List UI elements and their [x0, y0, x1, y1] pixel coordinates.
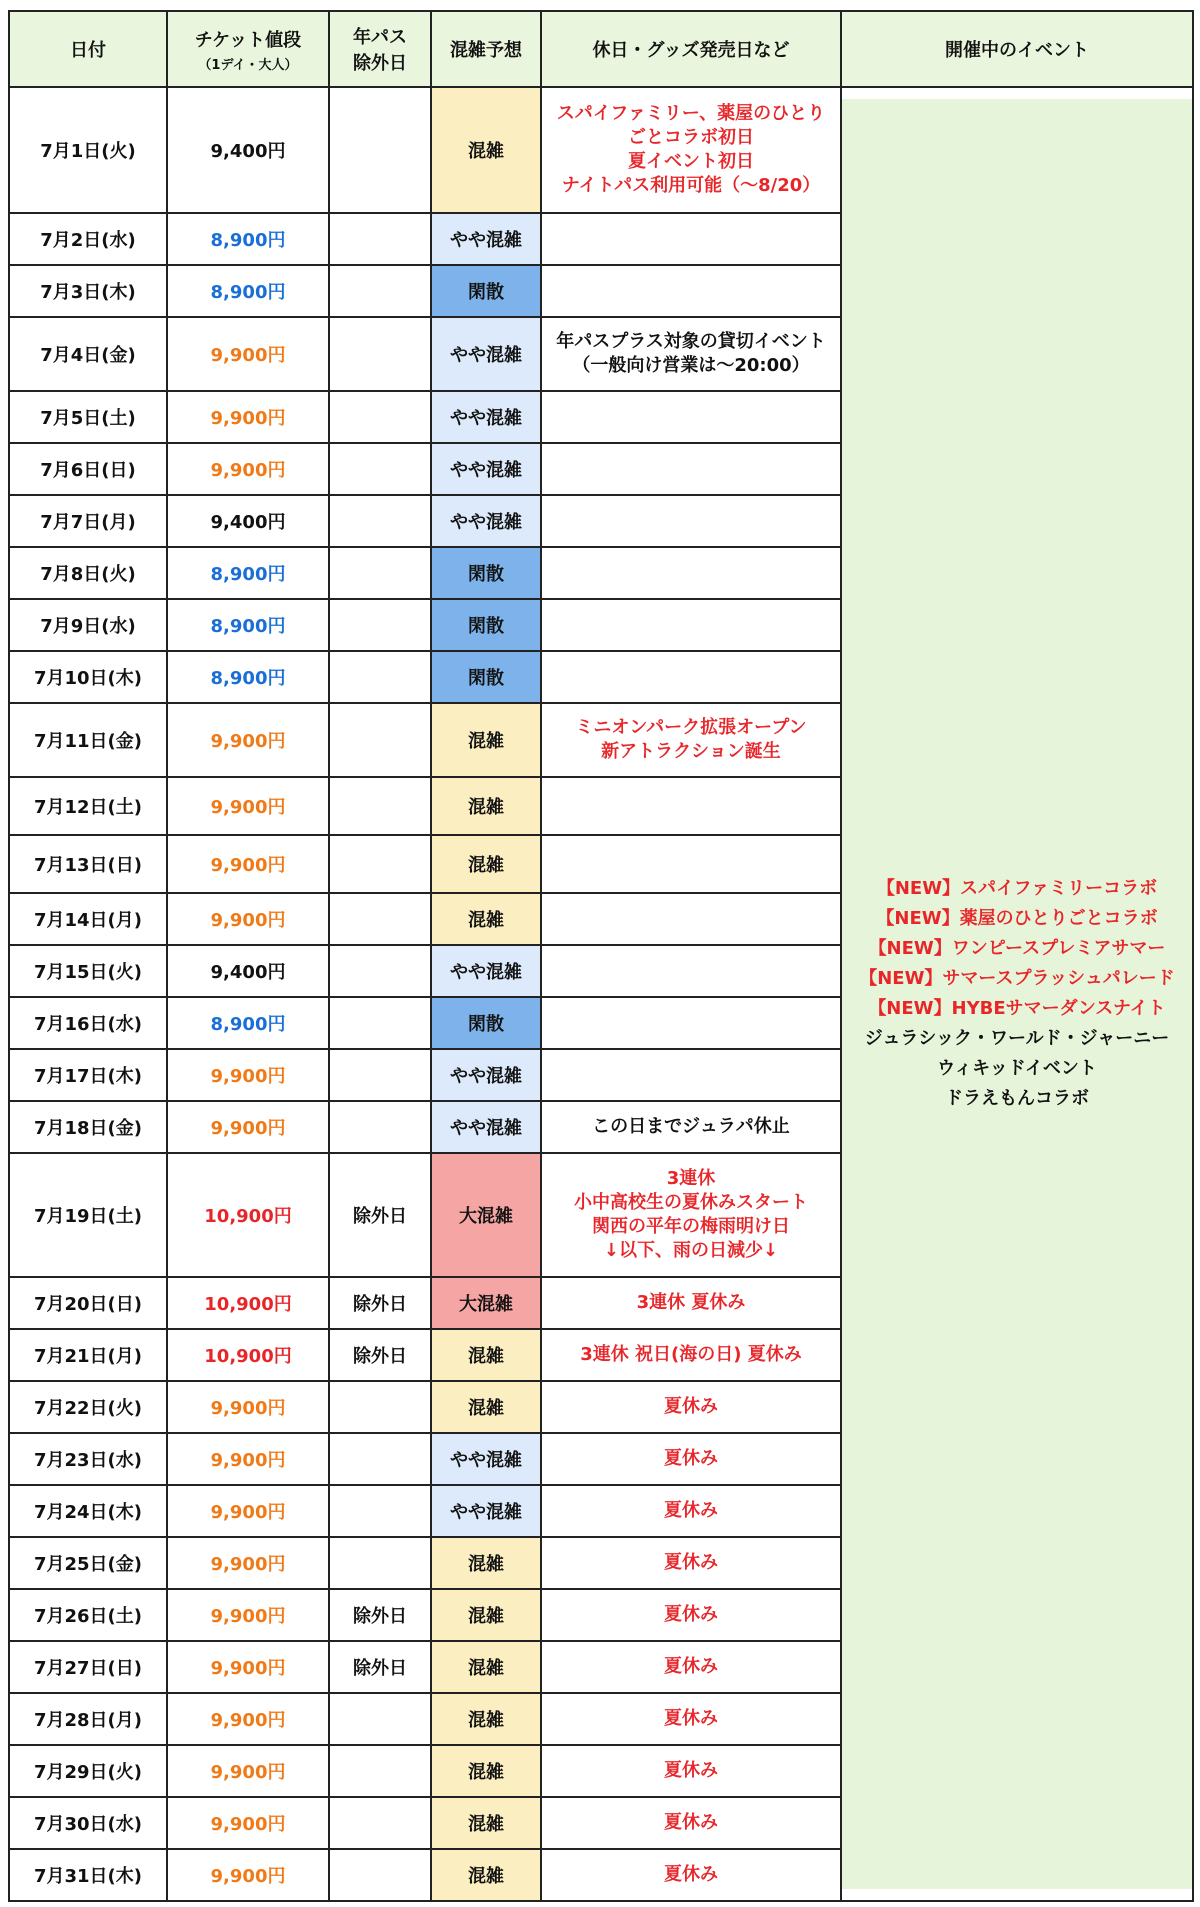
notes-cell — [541, 1485, 841, 1537]
date-cell: 7月21日(月) — [9, 1329, 167, 1381]
price-cell: 9,900円 — [167, 1849, 329, 1901]
notes-cell — [541, 1277, 841, 1329]
crowd-forecast-cell: やや混雑 — [431, 1433, 541, 1485]
note-line: 3連休 — [666, 1168, 716, 1189]
event-item: ジュラシック・ワールド・ジャーニー — [864, 1028, 1170, 1049]
event-item: 【NEW】薬屋のひとりごとコラボ — [876, 908, 1158, 929]
crowd-forecast-cell: やや混雑 — [431, 1101, 541, 1153]
annual-pass-exclusion-cell — [329, 317, 431, 391]
crowd-forecast-cell: 混雑 — [431, 1797, 541, 1849]
note-line: 夏休み — [664, 1396, 718, 1417]
date-cell: 7月4日(金) — [9, 317, 167, 391]
ongoing-events-list — [842, 99, 1192, 1889]
annual-pass-exclusion-cell — [329, 703, 431, 777]
price-cell: 10,900円 — [167, 1277, 329, 1329]
note-line: 夏休み — [664, 1448, 718, 1469]
price-cell: 9,900円 — [167, 391, 329, 443]
price-cell: 8,900円 — [167, 997, 329, 1049]
date-cell: 7月3日(木) — [9, 265, 167, 317]
date-cell: 7月31日(木) — [9, 1849, 167, 1901]
notes-cell — [541, 1537, 841, 1589]
note-line: ミニオンパーク拡張オープン — [575, 717, 807, 738]
annual-pass-exclusion-cell — [329, 495, 431, 547]
notes-cell — [541, 1381, 841, 1433]
note-line: この日までジュラパ休止 — [592, 1116, 790, 1137]
crowd-forecast-cell: やや混雑 — [431, 495, 541, 547]
date-cell: 7月20日(日) — [9, 1277, 167, 1329]
price-cell: 9,400円 — [167, 495, 329, 547]
header-price-sub: （1デイ・大人） — [198, 57, 298, 73]
crowd-forecast-cell: 混雑 — [431, 1537, 541, 1589]
header-crowd: 混雑予想 — [431, 11, 541, 87]
note-line: ナイトパス利用可能（〜8/20） — [561, 175, 821, 196]
header-events: 開催中のイベント — [841, 11, 1193, 87]
crowd-forecast-cell: 閑散 — [431, 265, 541, 317]
note-line: 夏休み — [664, 1500, 718, 1521]
notes-cell — [541, 1049, 841, 1101]
date-cell: 7月18日(金) — [9, 1101, 167, 1153]
crowd-forecast-cell: 混雑 — [431, 1745, 541, 1797]
event-item: ドラえもんコラボ — [945, 1088, 1089, 1109]
crowd-forecast-cell: 混雑 — [431, 1693, 541, 1745]
notes-cell — [541, 835, 841, 893]
annual-pass-exclusion-cell — [329, 1537, 431, 1589]
notes-cell — [541, 1329, 841, 1381]
annual-pass-exclusion-cell: 除外日 — [329, 1153, 431, 1277]
annual-pass-exclusion-cell — [329, 1797, 431, 1849]
notes-cell — [541, 945, 841, 997]
date-cell: 7月26日(土) — [9, 1589, 167, 1641]
note-line: 3連休 夏休み — [636, 1292, 746, 1313]
annual-pass-exclusion-cell: 除外日 — [329, 1589, 431, 1641]
header-notes: 休日・グッズ発売日など — [541, 11, 841, 87]
notes-cell — [541, 893, 841, 945]
annual-pass-exclusion-cell: 除外日 — [329, 1641, 431, 1693]
notes-cell — [541, 265, 841, 317]
date-cell: 7月23日(水) — [9, 1433, 167, 1485]
note-line: ごとコラボ初日 — [628, 127, 754, 148]
price-cell: 9,900円 — [167, 1589, 329, 1641]
note-line: 夏休み — [664, 1864, 718, 1885]
price-cell: 9,900円 — [167, 1745, 329, 1797]
price-cell: 8,900円 — [167, 651, 329, 703]
crowd-forecast-cell: 混雑 — [431, 1641, 541, 1693]
crowd-forecast-cell: 閑散 — [431, 651, 541, 703]
crowd-forecast-cell: 混雑 — [431, 1329, 541, 1381]
notes-cell — [541, 997, 841, 1049]
price-cell: 9,900円 — [167, 835, 329, 893]
notes-cell — [541, 1589, 841, 1641]
price-cell: 8,900円 — [167, 599, 329, 651]
note-line: 夏休み — [664, 1812, 718, 1833]
date-cell: 7月19日(土) — [9, 1153, 167, 1277]
notes-cell — [541, 703, 841, 777]
crowd-forecast-cell: 閑散 — [431, 997, 541, 1049]
price-cell: 10,900円 — [167, 1329, 329, 1381]
annual-pass-exclusion-cell — [329, 391, 431, 443]
notes-cell — [541, 1797, 841, 1849]
note-line: 小中高校生の夏休みスタート — [574, 1192, 808, 1213]
annual-pass-exclusion-cell — [329, 945, 431, 997]
crowd-forecast-cell: 混雑 — [431, 703, 541, 777]
crowd-forecast-cell: 閑散 — [431, 547, 541, 599]
header-price: チケット値段 （1デイ・大人） — [167, 11, 329, 87]
price-cell: 9,900円 — [167, 1049, 329, 1101]
note-line: 夏休み — [664, 1760, 718, 1781]
notes-cell — [541, 777, 841, 835]
annual-pass-exclusion-cell — [329, 1693, 431, 1745]
crowd-calendar-table — [8, 10, 1194, 1902]
annual-pass-exclusion-cell — [329, 835, 431, 893]
date-cell: 7月17日(木) — [9, 1049, 167, 1101]
annual-pass-exclusion-cell — [329, 893, 431, 945]
notes-cell — [541, 317, 841, 391]
date-cell: 7月12日(土) — [9, 777, 167, 835]
date-cell: 7月6日(日) — [9, 443, 167, 495]
note-line: 夏休み — [664, 1708, 718, 1729]
date-cell: 7月24日(木) — [9, 1485, 167, 1537]
price-cell: 9,900円 — [167, 1485, 329, 1537]
note-line: （一般向け営業は〜20:00） — [572, 355, 810, 376]
note-line: 新アトラクション誕生 — [601, 741, 781, 762]
annual-pass-exclusion-cell — [329, 1433, 431, 1485]
date-cell: 7月30日(水) — [9, 1797, 167, 1849]
date-cell: 7月29日(火) — [9, 1745, 167, 1797]
note-line: 夏イベント初日 — [628, 151, 754, 172]
notes-cell — [541, 1693, 841, 1745]
annual-pass-exclusion-cell — [329, 1849, 431, 1901]
crowd-forecast-cell: やや混雑 — [431, 945, 541, 997]
note-line: 夏休み — [664, 1552, 718, 1573]
header-date: 日付 — [9, 11, 167, 87]
event-item: 【NEW】HYBEサマーダンスナイト — [868, 998, 1166, 1019]
crowd-forecast-cell: 混雑 — [431, 87, 541, 213]
price-cell: 9,900円 — [167, 703, 329, 777]
note-line: スパイファミリー、薬屋のひとり — [556, 103, 826, 124]
crowd-forecast-cell: 閑散 — [431, 599, 541, 651]
price-cell: 9,400円 — [167, 945, 329, 997]
price-cell: 9,900円 — [167, 777, 329, 835]
date-cell: 7月14日(月) — [9, 893, 167, 945]
note-line: 年パスプラス対象の貸切イベント — [556, 331, 826, 352]
crowd-forecast-cell: 混雑 — [431, 835, 541, 893]
note-line: 3連休 祝日(海の日) 夏休み — [580, 1344, 802, 1365]
annual-pass-exclusion-cell — [329, 443, 431, 495]
date-cell: 7月22日(火) — [9, 1381, 167, 1433]
date-cell: 7月7日(月) — [9, 495, 167, 547]
date-cell: 7月5日(土) — [9, 391, 167, 443]
annual-pass-exclusion-cell — [329, 1381, 431, 1433]
date-cell: 7月25日(金) — [9, 1537, 167, 1589]
price-cell: 8,900円 — [167, 213, 329, 265]
notes-cell — [541, 1849, 841, 1901]
notes-cell — [541, 1101, 841, 1153]
ongoing-events-cell — [841, 87, 1193, 1901]
date-cell: 7月27日(日) — [9, 1641, 167, 1693]
price-cell: 9,900円 — [167, 893, 329, 945]
date-cell: 7月9日(水) — [9, 599, 167, 651]
notes-cell — [541, 1153, 841, 1277]
crowd-forecast-cell: やや混雑 — [431, 391, 541, 443]
annual-pass-exclusion-cell — [329, 1745, 431, 1797]
date-cell: 7月16日(水) — [9, 997, 167, 1049]
date-cell: 7月1日(火) — [9, 87, 167, 213]
annual-pass-exclusion-cell — [329, 1101, 431, 1153]
notes-cell — [541, 213, 841, 265]
price-cell: 9,900円 — [167, 1797, 329, 1849]
notes-cell — [541, 1745, 841, 1797]
price-cell: 9,900円 — [167, 443, 329, 495]
date-cell: 7月11日(金) — [9, 703, 167, 777]
date-cell: 7月15日(火) — [9, 945, 167, 997]
annual-pass-exclusion-cell — [329, 265, 431, 317]
note-line: ↓以下、雨の日減少↓ — [603, 1240, 779, 1261]
date-cell: 7月13日(日) — [9, 835, 167, 893]
crowd-forecast-cell: やや混雑 — [431, 1485, 541, 1537]
annual-pass-exclusion-cell — [329, 777, 431, 835]
event-item: 【NEW】サマースプラッシュパレード — [859, 968, 1175, 989]
notes-cell — [541, 1433, 841, 1485]
header-row — [9, 11, 1193, 87]
crowd-forecast-cell: 大混雑 — [431, 1153, 541, 1277]
annual-pass-exclusion-cell — [329, 87, 431, 213]
date-cell: 7月10日(木) — [9, 651, 167, 703]
price-cell: 9,400円 — [167, 87, 329, 213]
annual-pass-exclusion-cell — [329, 547, 431, 599]
price-cell: 9,900円 — [167, 1693, 329, 1745]
table-row — [9, 87, 1193, 213]
annual-pass-exclusion-cell: 除外日 — [329, 1277, 431, 1329]
annual-pass-exclusion-cell — [329, 1049, 431, 1101]
event-item: 【NEW】スパイファミリーコラボ — [876, 878, 1158, 899]
header-annual-pass: 年パス 除外日 — [329, 11, 431, 87]
crowd-forecast-cell: やや混雑 — [431, 1049, 541, 1101]
annual-pass-exclusion-cell — [329, 651, 431, 703]
crowd-forecast-cell: 混雑 — [431, 777, 541, 835]
notes-cell — [541, 599, 841, 651]
annual-pass-exclusion-cell — [329, 1485, 431, 1537]
event-item: ウィキッドイベント — [937, 1058, 1097, 1079]
price-cell: 8,900円 — [167, 547, 329, 599]
crowd-forecast-cell: 混雑 — [431, 1381, 541, 1433]
crowd-forecast-cell: 混雑 — [431, 1589, 541, 1641]
crowd-forecast-cell: やや混雑 — [431, 213, 541, 265]
price-cell: 9,900円 — [167, 1433, 329, 1485]
note-line: 夏休み — [664, 1656, 718, 1677]
note-line: 夏休み — [664, 1604, 718, 1625]
crowd-forecast-cell: やや混雑 — [431, 443, 541, 495]
notes-cell — [541, 1641, 841, 1693]
price-cell: 10,900円 — [167, 1153, 329, 1277]
event-item: 【NEW】ワンピースプレミアサマー — [868, 938, 1166, 959]
notes-cell — [541, 391, 841, 443]
notes-cell — [541, 443, 841, 495]
notes-cell — [541, 547, 841, 599]
date-cell: 7月28日(月) — [9, 1693, 167, 1745]
annual-pass-exclusion-cell — [329, 213, 431, 265]
annual-pass-exclusion-cell — [329, 599, 431, 651]
crowd-forecast-cell: 大混雑 — [431, 1277, 541, 1329]
notes-cell — [541, 87, 841, 213]
crowd-forecast-cell: やや混雑 — [431, 317, 541, 391]
price-cell: 9,900円 — [167, 317, 329, 391]
note-line: 関西の平年の梅雨明け日 — [592, 1216, 790, 1237]
notes-cell — [541, 495, 841, 547]
annual-pass-exclusion-cell — [329, 997, 431, 1049]
price-cell: 9,900円 — [167, 1381, 329, 1433]
crowd-forecast-cell: 混雑 — [431, 893, 541, 945]
price-cell: 9,900円 — [167, 1101, 329, 1153]
price-cell: 8,900円 — [167, 265, 329, 317]
crowd-forecast-cell: 混雑 — [431, 1849, 541, 1901]
price-cell: 9,900円 — [167, 1641, 329, 1693]
notes-cell — [541, 651, 841, 703]
date-cell: 7月2日(水) — [9, 213, 167, 265]
annual-pass-exclusion-cell: 除外日 — [329, 1329, 431, 1381]
date-cell: 7月8日(火) — [9, 547, 167, 599]
price-cell: 9,900円 — [167, 1537, 329, 1589]
